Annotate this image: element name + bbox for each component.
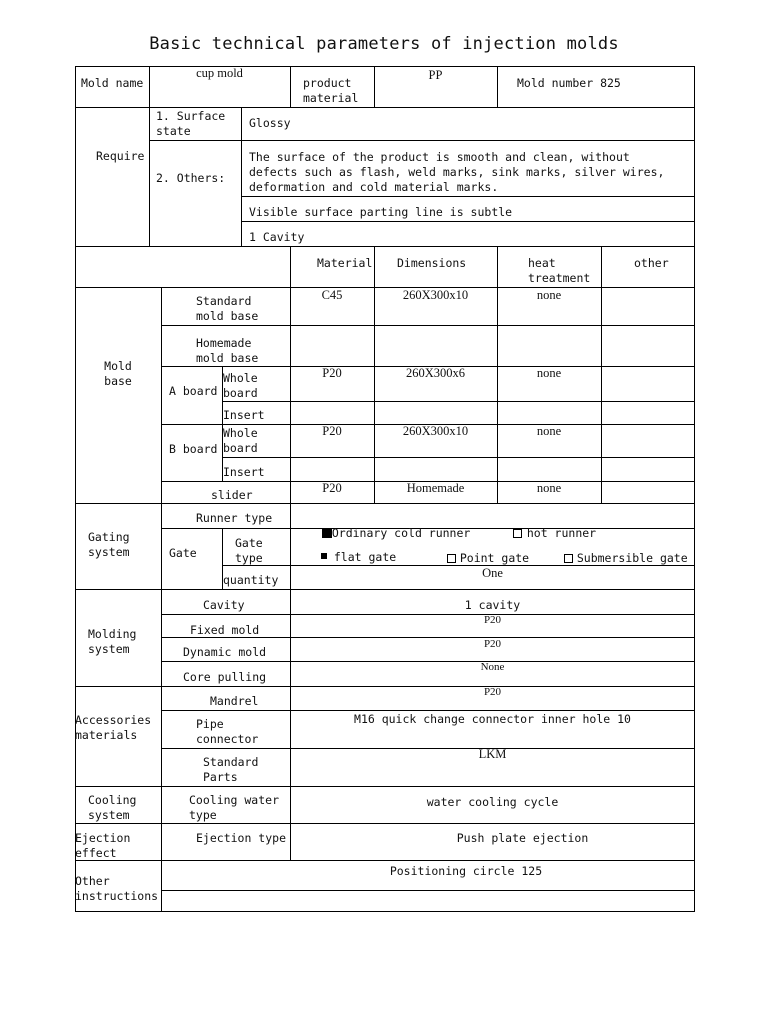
row-divider bbox=[75, 786, 695, 787]
mold-name-value: cup mold bbox=[196, 66, 243, 80]
cooling-water-type-label: Cooling water type bbox=[189, 793, 280, 822]
row-divider bbox=[222, 457, 695, 458]
dynamic-mold-value: P20 bbox=[483, 638, 502, 650]
col-heat-treatment-header: heat treatment bbox=[528, 256, 591, 285]
point-gate-label: Point gate bbox=[459, 551, 530, 565]
b-material: P20 bbox=[322, 424, 342, 438]
cooling-water-type-value: water cooling cycle bbox=[426, 795, 559, 809]
col-divider bbox=[149, 66, 150, 246]
fixed-mold-value: P20 bbox=[483, 614, 502, 626]
flat-gate-label: flat gate bbox=[333, 550, 397, 564]
b-board-label: B board bbox=[169, 442, 218, 456]
a-whole-board-label: Whole board bbox=[223, 371, 258, 400]
gating-system-label: Gating system bbox=[88, 530, 130, 559]
row-divider bbox=[241, 196, 695, 197]
ejection-type-value: Push plate ejection bbox=[456, 831, 589, 845]
col-divider bbox=[497, 66, 498, 107]
pipe-connector-value: M16 quick change connector inner hole 10 bbox=[354, 712, 631, 726]
quantity-value: One bbox=[482, 566, 503, 580]
row-divider bbox=[149, 140, 695, 141]
a-insert-label: Insert bbox=[223, 408, 265, 422]
standard-parts-value: LKM bbox=[478, 747, 507, 761]
row-divider bbox=[161, 325, 695, 326]
row-divider bbox=[222, 401, 695, 402]
col-divider bbox=[161, 287, 162, 860]
row-divider bbox=[75, 860, 695, 861]
row-divider bbox=[75, 107, 695, 108]
molding-system-label: Molding system bbox=[88, 627, 137, 656]
homemade-mold-base-label: Homemade mold base bbox=[196, 336, 259, 365]
standard-parts-label: Standard Parts bbox=[203, 755, 259, 784]
row-divider bbox=[75, 503, 695, 504]
hot-runner-label: hot runner bbox=[526, 526, 597, 540]
point-gate-option bbox=[433, 536, 529, 566]
col-divider bbox=[290, 66, 291, 107]
product-material-value: PP bbox=[428, 68, 443, 82]
fixed-mold-label: Fixed mold bbox=[190, 623, 260, 637]
other-instructions-value: Positioning circle 125 bbox=[389, 864, 543, 878]
b-heat: none bbox=[536, 424, 562, 438]
cavity-value: 1 cavity bbox=[464, 598, 521, 612]
b-dimensions: 260X300x10 bbox=[402, 424, 469, 438]
a-dimensions: 260X300x6 bbox=[405, 366, 466, 380]
mold-name-label: Mold name bbox=[81, 76, 144, 90]
require-label: Require bbox=[96, 149, 145, 163]
standard-material: C45 bbox=[321, 288, 343, 302]
others-description: The surface of the product is smooth and clean, without defects such as flash, weld marks, sink marks, silver wires, deformation and cold material marks. bbox=[249, 150, 665, 194]
runner-type-label: Runner type bbox=[196, 511, 273, 525]
surface-state-value: Glossy bbox=[249, 116, 291, 130]
page-title: Basic technical parameters of injection molds bbox=[149, 34, 619, 54]
slider-label: slider bbox=[211, 488, 253, 502]
parting-line-note: Visible surface parting line is subtle bbox=[249, 205, 513, 219]
slider-dimensions: Homemade bbox=[406, 481, 465, 495]
col-material-header: Material bbox=[317, 256, 373, 270]
slider-heat: none bbox=[536, 481, 562, 495]
mandrel-value: P20 bbox=[483, 686, 502, 698]
accessories-label: Accessories materials bbox=[75, 713, 152, 742]
ejection-type-label: Ejection type bbox=[196, 831, 287, 845]
a-heat: none bbox=[536, 366, 562, 380]
row-divider bbox=[241, 221, 695, 222]
row-divider bbox=[161, 710, 695, 711]
standard-dimensions: 260X300x10 bbox=[402, 288, 469, 302]
quantity-label: quantity bbox=[223, 573, 279, 587]
row-divider bbox=[75, 246, 695, 247]
standard-heat: none bbox=[536, 288, 562, 302]
gate-type-label: Gate type bbox=[235, 536, 263, 565]
others-label: 2. Others: bbox=[156, 171, 226, 185]
core-pulling-label: Core pulling bbox=[183, 670, 267, 684]
b-insert-label: Insert bbox=[223, 465, 265, 479]
ejection-effect-label: Ejection effect bbox=[75, 831, 131, 860]
gate-label: Gate bbox=[169, 546, 197, 560]
row-divider bbox=[161, 890, 695, 891]
ordinary-cold-runner-label: Ordinary cold runner bbox=[331, 526, 471, 540]
col-other-header: other bbox=[634, 256, 669, 270]
col-divider bbox=[241, 107, 242, 246]
mold-number: Mold number 825 bbox=[517, 76, 621, 90]
b-whole-board-label: Whole board bbox=[223, 426, 258, 455]
surface-state-label: 1. Surface state bbox=[156, 109, 226, 138]
other-instructions-label: Other instructions bbox=[75, 874, 159, 903]
row-divider bbox=[75, 823, 695, 824]
cavity-label: Cavity bbox=[203, 598, 245, 612]
mold-base-label: Mold base bbox=[104, 359, 132, 388]
mandrel-label: Mandrel bbox=[210, 694, 259, 708]
dynamic-mold-label: Dynamic mold bbox=[183, 645, 267, 659]
standard-mold-base-label: Standard mold base bbox=[196, 294, 259, 323]
row-divider bbox=[75, 589, 695, 590]
unchecked-box-icon bbox=[447, 554, 456, 563]
flat-gate-option bbox=[307, 535, 396, 565]
checked-box-icon bbox=[321, 553, 327, 559]
cavity-note: 1 Cavity bbox=[249, 230, 305, 244]
slider-material: P20 bbox=[322, 481, 342, 495]
col-divider bbox=[601, 246, 602, 503]
product-material-label: product material bbox=[303, 76, 359, 105]
a-board-label: A board bbox=[169, 384, 218, 398]
submersible-gate-label: Submersible gate bbox=[576, 551, 688, 565]
submersible-gate-option bbox=[550, 536, 688, 566]
unchecked-box-icon bbox=[564, 554, 573, 563]
core-pulling-value: None bbox=[480, 661, 505, 673]
pipe-connector-label: Pipe connector bbox=[196, 717, 259, 746]
a-material: P20 bbox=[322, 366, 342, 380]
col-dimensions-header: Dimensions bbox=[397, 256, 467, 270]
cooling-system-label: Cooling system bbox=[88, 793, 137, 822]
